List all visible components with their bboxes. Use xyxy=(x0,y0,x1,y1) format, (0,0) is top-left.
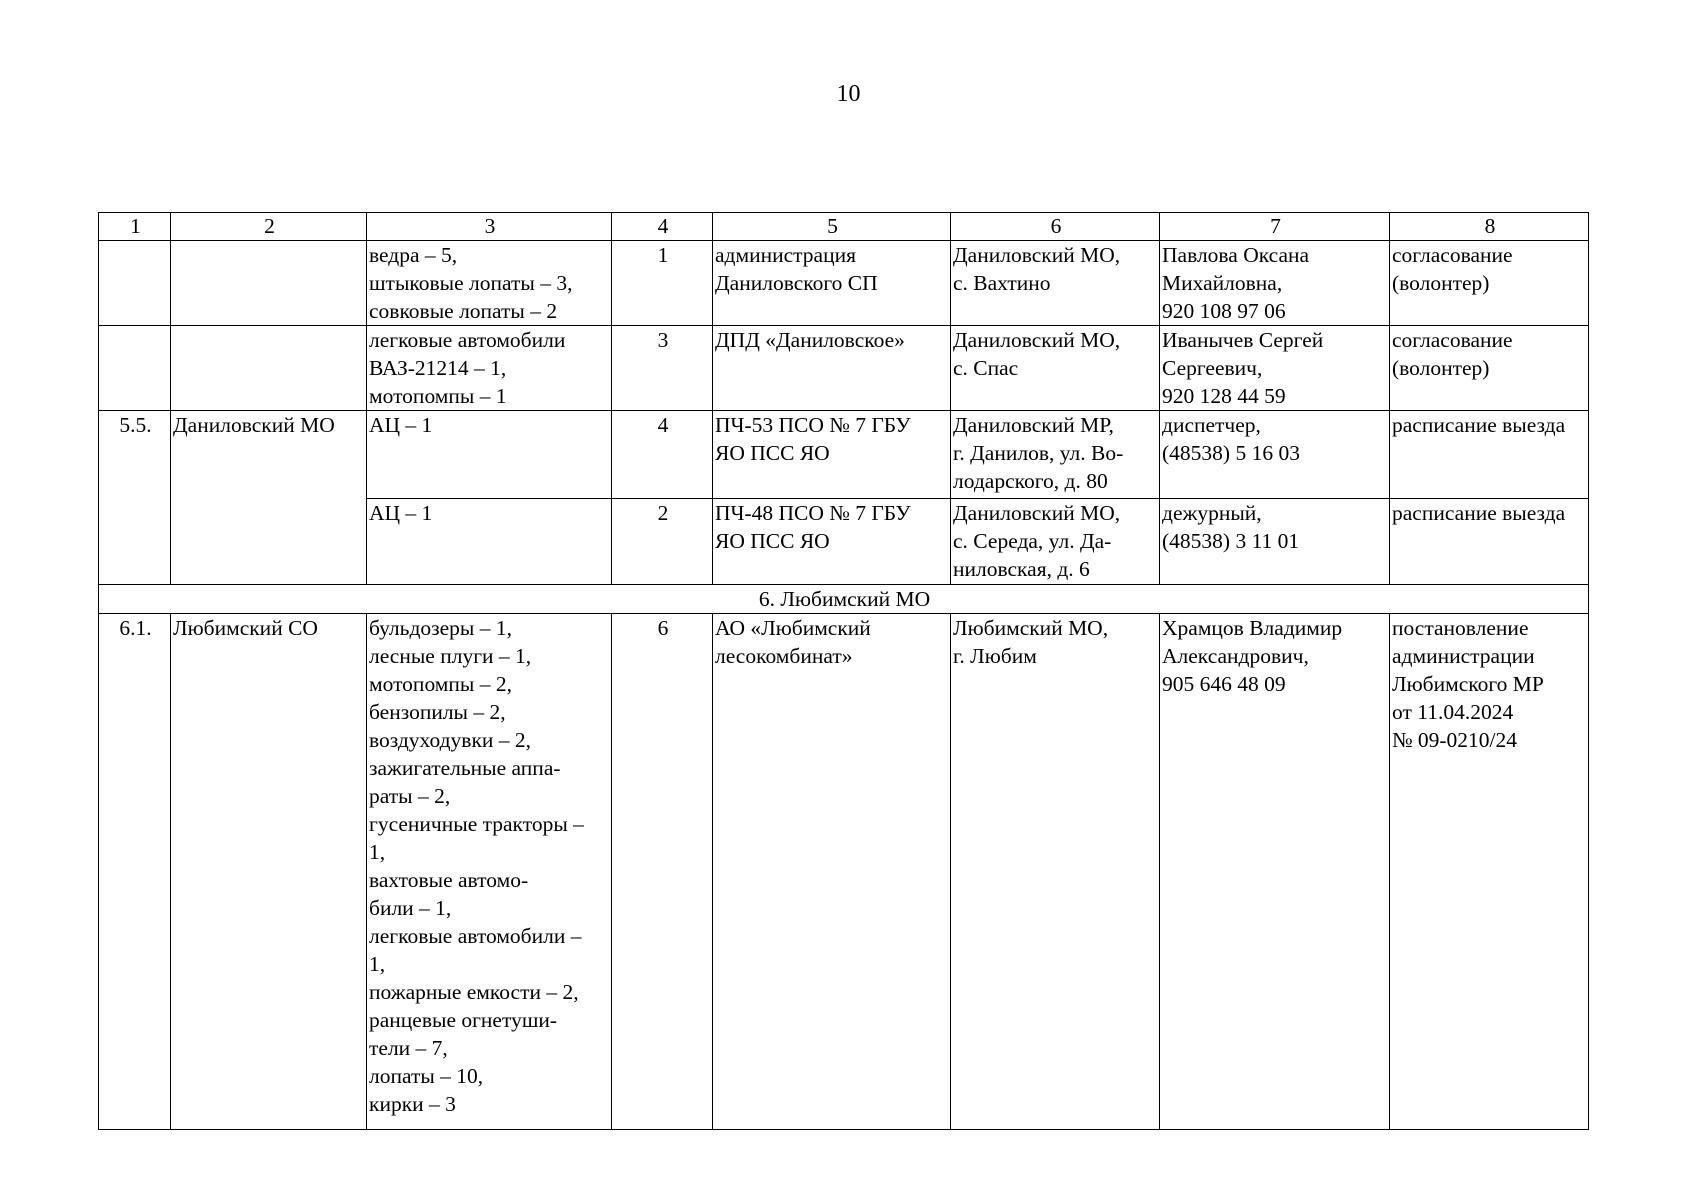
resource-line: легковые автомобили – xyxy=(369,924,582,948)
table-row xyxy=(99,411,1589,499)
organization-line: Даниловского СП xyxy=(715,271,878,295)
resource-line: тели – 7, xyxy=(369,1036,448,1060)
basis-cell xyxy=(1390,326,1589,411)
resource-line: пожарные емкости – 2, xyxy=(369,980,579,1004)
basis-cell xyxy=(1390,411,1589,499)
contact-line: (48538) 5 16 03 xyxy=(1162,441,1300,465)
resource-line: мотопомпы – 1 xyxy=(369,384,507,408)
count-cell: 1 xyxy=(612,241,713,326)
section-row xyxy=(99,585,1589,614)
location-line: лодарского, д. 80 xyxy=(953,469,1108,493)
organization-cell xyxy=(713,499,951,585)
contact-cell xyxy=(1160,326,1390,411)
row-number-cell: 5.5. xyxy=(99,411,171,585)
resource-line: 1, xyxy=(369,952,386,976)
resource-line: лопаты – 10, xyxy=(369,1064,484,1088)
organization-line: администрация xyxy=(715,243,856,267)
organization-line: ПЧ-53 ПСО № 7 ГБУ xyxy=(715,413,911,437)
location-line: Даниловский МО, xyxy=(953,243,1121,267)
resource-line: ВАЗ-21214 – 1, xyxy=(369,356,507,380)
organization-line: ДПД «Даниловское» xyxy=(715,328,905,352)
resource-line: раты – 2, xyxy=(369,784,451,808)
resource-line: бульдозеры – 1, xyxy=(369,616,513,640)
header-cell: 3 xyxy=(367,213,612,241)
header-cell: 6 xyxy=(951,213,1160,241)
count-cell: 6 xyxy=(612,614,713,1130)
resource-line: АЦ – 1 xyxy=(369,501,433,525)
table-row xyxy=(99,614,1589,1130)
subdivision-cell: Даниловский МО xyxy=(171,411,367,585)
resources-cell xyxy=(367,614,612,1130)
location-line: ниловская, д. 6 xyxy=(953,557,1090,581)
resource-line: воздуходувки – 2, xyxy=(369,728,532,752)
contact-line: Сергеевич, xyxy=(1162,356,1263,380)
contact-line: Михайловна, xyxy=(1162,271,1283,295)
organization-line: АО «Любимский xyxy=(715,616,871,640)
resource-line: ранцевые огнетуши- xyxy=(369,1008,558,1032)
location-line: Даниловский МР, xyxy=(953,413,1114,437)
organization-cell xyxy=(713,614,951,1130)
resource-line: 1, xyxy=(369,840,386,864)
count-cell: 3 xyxy=(612,326,713,411)
organization-cell xyxy=(713,241,951,326)
count-cell: 4 xyxy=(612,411,713,499)
subdivision-cell xyxy=(171,241,367,326)
resource-line: совковые лопаты – 2 xyxy=(369,299,558,323)
subdivision-cell xyxy=(171,326,367,411)
contact-cell xyxy=(1160,614,1390,1130)
header-cell: 4 xyxy=(612,213,713,241)
location-line: Даниловский МО, xyxy=(953,501,1121,525)
contact-line: Храмцов Владимир xyxy=(1162,616,1343,640)
page-number: 10 xyxy=(836,81,861,107)
organization-line: ЯО ПСС ЯО xyxy=(715,441,830,465)
organization-line: ПЧ-48 ПСО № 7 ГБУ xyxy=(715,501,911,525)
contact-cell xyxy=(1160,411,1390,499)
basis-line: согласование xyxy=(1392,243,1513,267)
basis-cell xyxy=(1390,241,1589,326)
basis-cell xyxy=(1390,614,1589,1130)
location-cell xyxy=(951,241,1160,326)
location-cell xyxy=(951,499,1160,585)
section-title: 6. Любимский МО xyxy=(99,585,1589,614)
basis-line: Любимского МР xyxy=(1392,672,1544,696)
resource-line: зажигательные аппа- xyxy=(369,756,561,780)
header-row xyxy=(99,213,1589,241)
basis-line: № 09-0210/24 xyxy=(1392,728,1518,752)
basis-line: (волонтер) xyxy=(1392,356,1490,380)
resource-line: лесные плуги – 1, xyxy=(369,644,532,668)
basis-line: администрации xyxy=(1392,644,1535,668)
organization-cell xyxy=(713,411,951,499)
location-line: Даниловский МО, xyxy=(953,328,1121,352)
resources-cell xyxy=(367,241,612,326)
header-cell: 5 xyxy=(713,213,951,241)
location-cell xyxy=(951,614,1160,1130)
resources-cell xyxy=(367,411,612,499)
header-cell: 8 xyxy=(1390,213,1589,241)
resource-line: штыковые лопаты – 3, xyxy=(369,271,573,295)
resources-cell xyxy=(367,326,612,411)
header-cell: 7 xyxy=(1160,213,1390,241)
basis-line: расписание выезда xyxy=(1392,413,1566,437)
header-cell: 2 xyxy=(171,213,367,241)
location-cell xyxy=(951,326,1160,411)
basis-line: от 11.04.2024 xyxy=(1392,700,1514,724)
resource-line: ведра – 5, xyxy=(369,243,458,267)
organization-line: ЯО ПСС ЯО xyxy=(715,529,830,553)
resource-line: АЦ – 1 xyxy=(369,413,433,437)
contact-line: Иванычев Сергей xyxy=(1162,328,1324,352)
contact-line: 920 108 97 06 xyxy=(1162,299,1286,323)
contact-line: (48538) 3 11 01 xyxy=(1162,529,1300,553)
row-number-cell xyxy=(99,326,171,411)
basis-line: (волонтер) xyxy=(1392,271,1490,295)
resource-line: гусеничные тракторы – xyxy=(369,812,584,836)
basis-line: расписание выезда xyxy=(1392,501,1566,525)
basis-cell xyxy=(1390,499,1589,585)
location-line: г. Любим xyxy=(953,644,1037,668)
resource-line: били – 1, xyxy=(369,896,452,920)
resource-line: бензопилы – 2, xyxy=(369,700,506,724)
basis-line: постановление xyxy=(1392,616,1529,640)
contact-line: Александрович, xyxy=(1162,644,1309,668)
location-line: Любимский МО, xyxy=(953,616,1109,640)
location-line: с. Вахтино xyxy=(953,271,1051,295)
resource-line: вахтовые автомо- xyxy=(369,868,529,892)
table-row xyxy=(99,326,1589,411)
header-cell: 1 xyxy=(99,213,171,241)
row-number-cell xyxy=(99,241,171,326)
contact-line: 905 646 48 09 xyxy=(1162,672,1286,696)
resource-line: легковые автомобили xyxy=(369,328,566,352)
organization-line: лесокомбинат» xyxy=(715,644,853,668)
location-line: г. Данилов, ул. Во- xyxy=(953,441,1124,465)
resources-table xyxy=(98,212,1589,1130)
location-cell xyxy=(951,411,1160,499)
table-row xyxy=(99,241,1589,326)
basis-line: согласование xyxy=(1392,328,1513,352)
contact-cell xyxy=(1160,499,1390,585)
contact-line: Павлова Оксана xyxy=(1162,243,1310,267)
contact-line: диспетчер, xyxy=(1162,413,1261,437)
location-line: с. Середа, ул. Да- xyxy=(953,529,1112,553)
location-line: с. Спас xyxy=(953,356,1019,380)
resource-line: мотопомпы – 2, xyxy=(369,672,512,696)
subdivision-cell: Любимский СО xyxy=(171,614,367,1130)
resource-line: кирки – 3 xyxy=(369,1092,456,1116)
count-cell: 2 xyxy=(612,499,713,585)
resources-cell xyxy=(367,499,612,585)
contact-line: 920 128 44 59 xyxy=(1162,384,1286,408)
contact-cell xyxy=(1160,241,1390,326)
contact-line: дежурный, xyxy=(1162,501,1262,525)
organization-cell xyxy=(713,326,951,411)
row-number-cell: 6.1. xyxy=(99,614,171,1130)
